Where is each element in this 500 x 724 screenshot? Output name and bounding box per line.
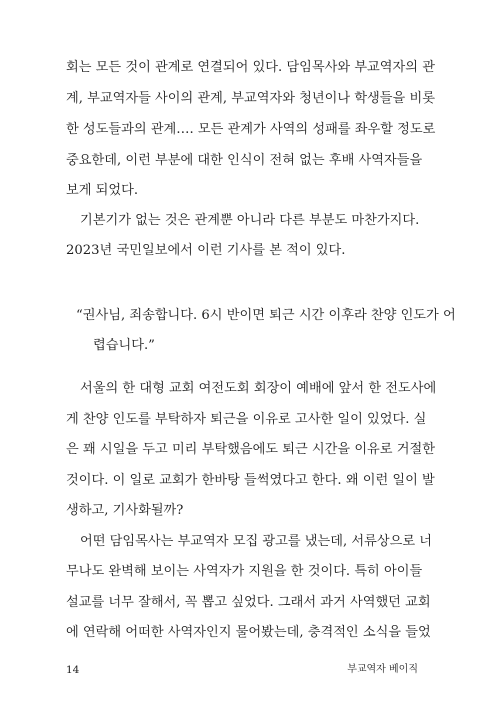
body-line: 에 연락해 어떠한 사역자인지 물어봤는데, 충격적인 소식을 들었 [66, 625, 431, 640]
body-line: 중요한데, 이런 부분에 대한 인식이 전혀 없는 후배 사역자들을 [66, 153, 423, 168]
body-line: 보게 되었다. [66, 183, 139, 198]
body-line: 계, 부교역자들 사이의 관계, 부교역자와 청년이나 학생들을 비롯 [66, 91, 435, 106]
body-line: 것이다. 이 일로 교회가 한바탕 들썩였다고 한다. 왜 이런 일이 발 [66, 473, 435, 488]
body-line: 생하고, 기사화될까? [66, 503, 184, 518]
body-line: 2023년 국민일보에서 이런 기사를 본 적이 있다. [66, 243, 346, 258]
body-line: 기본기가 없는 것은 관계뿐 아니라 다른 부분도 마찬가지다. [80, 213, 420, 228]
body-line: 게 찬양 인도를 부탁하자 퇴근을 이유로 고사한 일이 있었다. 실 [66, 412, 427, 427]
body-line: 한 성도들과의 관계…. 모든 관계가 사역의 성패를 좌우할 정도로 [66, 122, 436, 137]
body-line: 서울의 한 대형 교회 여전도회 회장이 예배에 앞서 한 전도사에 [80, 381, 437, 396]
body-line: 무나도 완벽해 보이는 사역자가 지원을 한 것이다. 특히 아이들 [66, 564, 423, 579]
body-line: 은 꽤 시일을 두고 미리 부탁했음에도 퇴근 시간을 이유로 거절한 [66, 442, 435, 457]
quote-line: 렵습니다.” [93, 338, 155, 353]
body-line: 어떤 담임목사는 부교역자 모집 광고를 냈는데, 서류상으로 너 [80, 534, 433, 549]
running-head: 부교역자 베이직 [347, 664, 418, 675]
body-line: 설교를 너무 잘해서, 꼭 뽑고 싶었다. 그래서 과거 사역했던 교회 [66, 595, 431, 610]
body-line: 회는 모든 것이 관계로 연결되어 있다. 담임목사와 부교역자의 관 [66, 60, 435, 75]
quote-line: “권사님, 죄송합니다. 6시 반이면 퇴근 시간 이후라 찬양 인도가 어 [76, 308, 456, 323]
page-number: 14 [66, 664, 80, 676]
